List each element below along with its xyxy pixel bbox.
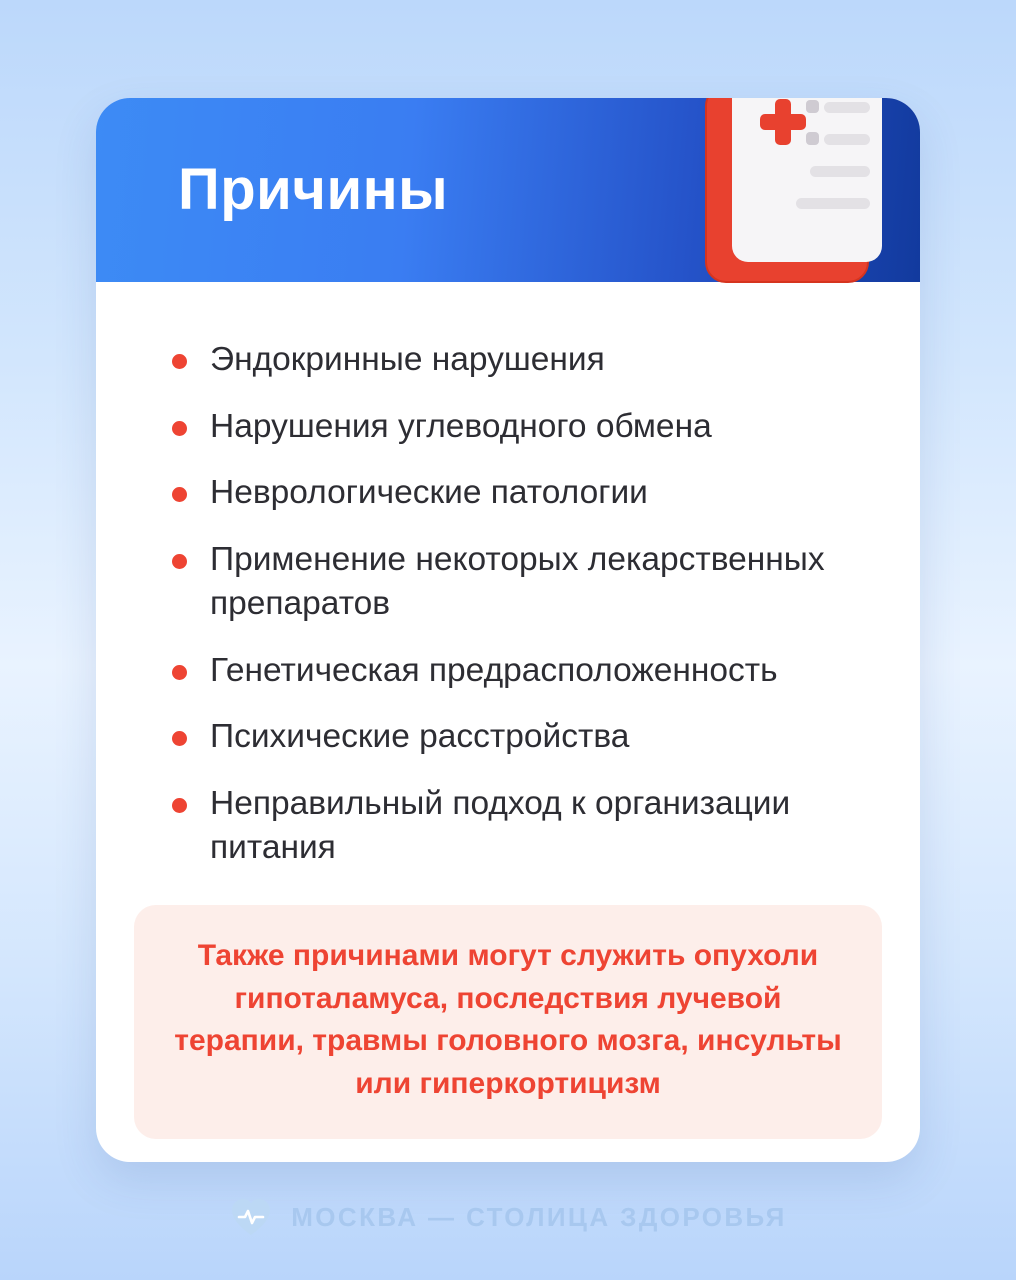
list-item: Нарушения углеводного обмена bbox=[170, 405, 860, 450]
list-item: Эндокринные нарушения bbox=[170, 338, 860, 383]
footer bbox=[0, 1196, 1016, 1238]
list-item: Генетическая предрасположенность bbox=[170, 649, 860, 694]
list-item: Неврологические патологии bbox=[170, 471, 860, 516]
causes-list bbox=[96, 282, 920, 871]
card-header bbox=[96, 98, 920, 282]
content-card bbox=[96, 98, 920, 1162]
list-item: Психические расстройства bbox=[170, 715, 860, 760]
heart-pulse-icon bbox=[229, 1196, 273, 1238]
list-item: Применение некоторых лекарственных препаратов bbox=[170, 538, 860, 627]
medical-clipboard-icon bbox=[688, 98, 898, 295]
list-item: Неправильный подход к организации питания bbox=[170, 782, 860, 871]
note-box: Также причинами могут служить опухоли гипоталамуса, последствия лучевой терапии, травмы головного мозга, инсульты или гиперкортицизм bbox=[134, 905, 882, 1139]
page-title: Причины bbox=[178, 157, 449, 223]
footer-label: МОСКВА — СТОЛИЦА ЗДОРОВЬЯ bbox=[291, 1201, 787, 1232]
